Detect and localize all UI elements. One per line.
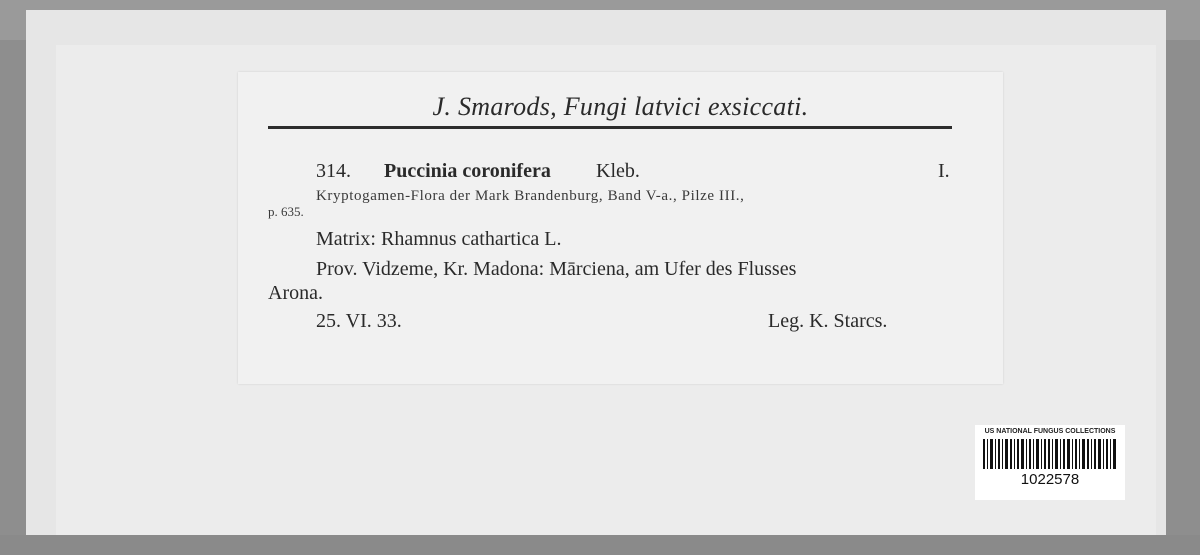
locality-line-1: Prov. Vidzeme, Kr. Madona: Mārciena, am Ufer des Flusses [316, 258, 797, 280]
spore-stage: I. [938, 160, 950, 182]
species-author: Kleb. [596, 160, 640, 182]
barcode-number: 1022578 [1020, 471, 1080, 488]
collector: Leg. K. Starcs. [768, 310, 888, 332]
reference-line-2: p. 635. [268, 204, 304, 219]
species-name: Puccinia coronifera [384, 160, 551, 182]
locality-line-2: Arona. [268, 282, 323, 304]
reference-line-1: Kryptogamen-Flora der Mark Brandenburg, Band V-a., Pilze III., [316, 188, 745, 204]
specimen-number: 314. [316, 160, 351, 182]
barcode-organization: US NATIONAL FUNGUS COLLECTIONS [984, 428, 1116, 435]
label-title: J. Smarods, Fungi latvici exsiccati. [432, 92, 809, 121]
collection-date: 25. VI. 33. [316, 310, 402, 332]
barcode-icon [983, 439, 1117, 469]
background-bottom [0, 535, 1200, 555]
title-rule [268, 126, 952, 129]
matrix-host: Matrix: Rhamnus cathartica L. [316, 228, 562, 250]
barcode-label [975, 425, 1125, 500]
specimen-label [238, 72, 1003, 384]
